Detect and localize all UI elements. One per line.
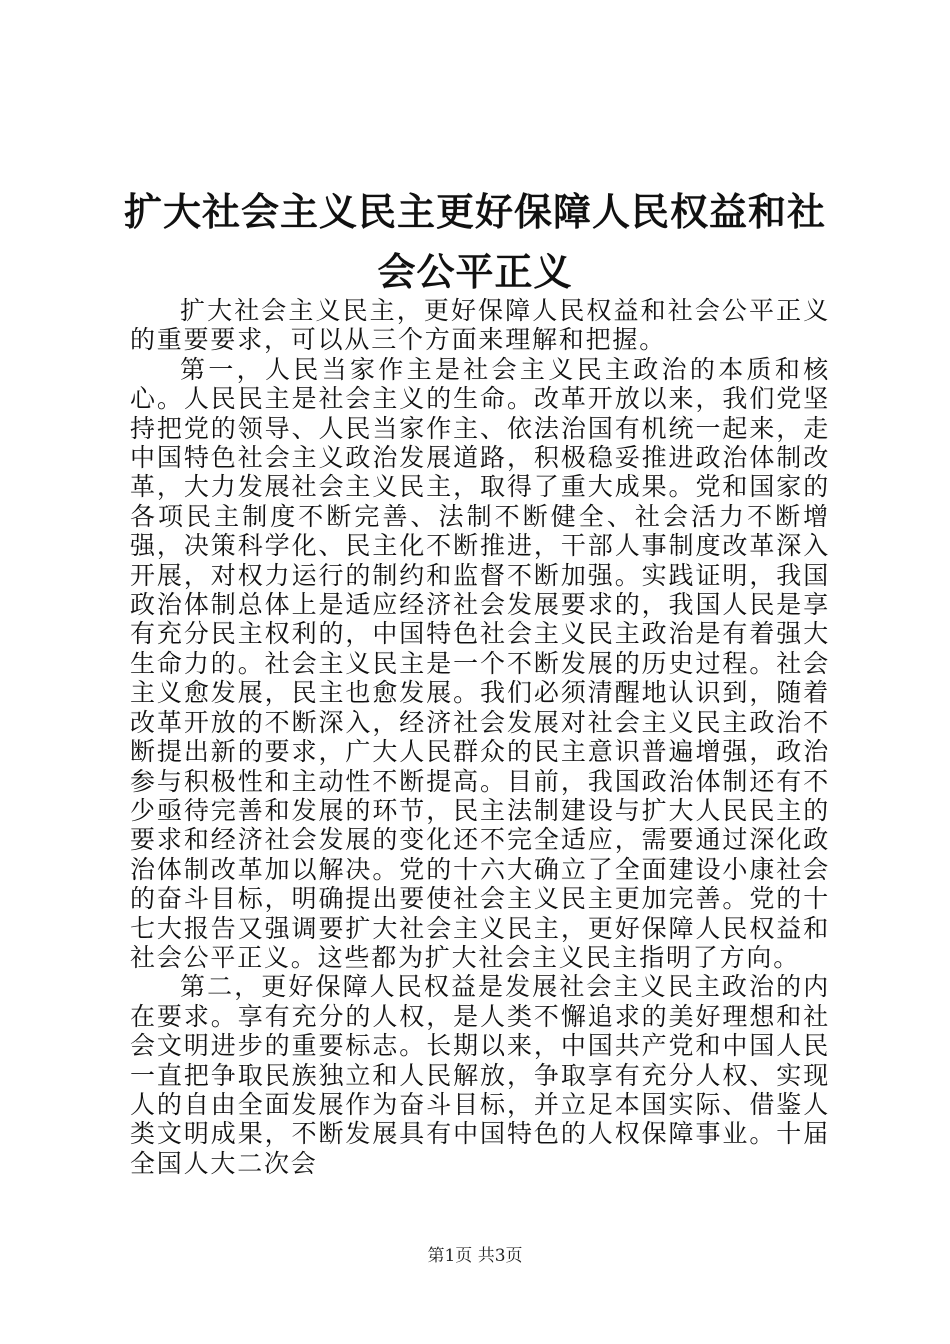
document-body (130, 296, 830, 1178)
document-title: 扩大社会主义民主更好保障人民权益和社会公平正义 (123, 189, 826, 294)
paragraph-second-point: 第二，更好保障人民权益是发展社会主义民主政治的内在要求。享有充分的人权，是人类不懈追求的美好理想和社会文明进步的重要标志。长期以来，中国共产党和中国人民一直把争取民族独立和人民解放，争取享有充分人权、实现人的自由全面发展作为奋斗目标，并立足本国实际、借鉴人类文明成果，不断发展具有中国特色的人权保障事业。十届全国人大二次会 (130, 972, 830, 1178)
paragraph-intro: 扩大社会主义民主，更好保障人民权益和社会公平正义的重要要求，可以从三个方面来理解和把握。 (130, 296, 830, 355)
paragraph-first-point: 第一，人民当家作主是社会主义民主政治的本质和核心。人民民主是社会主义的生命。改革开放以来，我们党坚持把党的领导、人民当家作主、依法治国有机统一起来，走中国特色社会主义政治发展道路，积极稳妥推进政治体制改革，大力发展社会主义民主，取得了重大成果。党和国家的各项民主制度不断完善、法制不断健全、社会活力不断增强，决策科学化、民主化不断推进，干部人事制度改革深入开展，对权力运行的制约和监督不断加强。实践证明，我国政治体制总体上是适应经济社会发展要求的，我国人民是享有充分民主权利的，中国特色社会主义民主政治是有着强大生命力的。社会主义民主是一个不断发展的历史过程。社会主义愈发展，民主也愈发展。我们必须清醒地认识到，随着改革开放的不断深入，经济社会发展对社会主义民主政治不断提出新的要求，广大人民群众的民主意识普遍增强，政治参与积极性和主动性不断提高。目前，我国政治体制还有不少亟待完善和发展的环节，民主法制建设与扩大人民民主的要求和经济社会发展的变化还不完全适应，需要通过深化政治体制改革加以解决。党的十六大确立了全面建设小康社会的奋斗目标，明确提出要使社会主义民主更加完善。党的十七大报告又强调要扩大社会主义民主，更好保障人民权益和社会公平正义。这些都为扩大社会主义民主指明了方向。 (130, 354, 830, 972)
page-number-footer: 第1页 共3页 (427, 1246, 523, 1266)
